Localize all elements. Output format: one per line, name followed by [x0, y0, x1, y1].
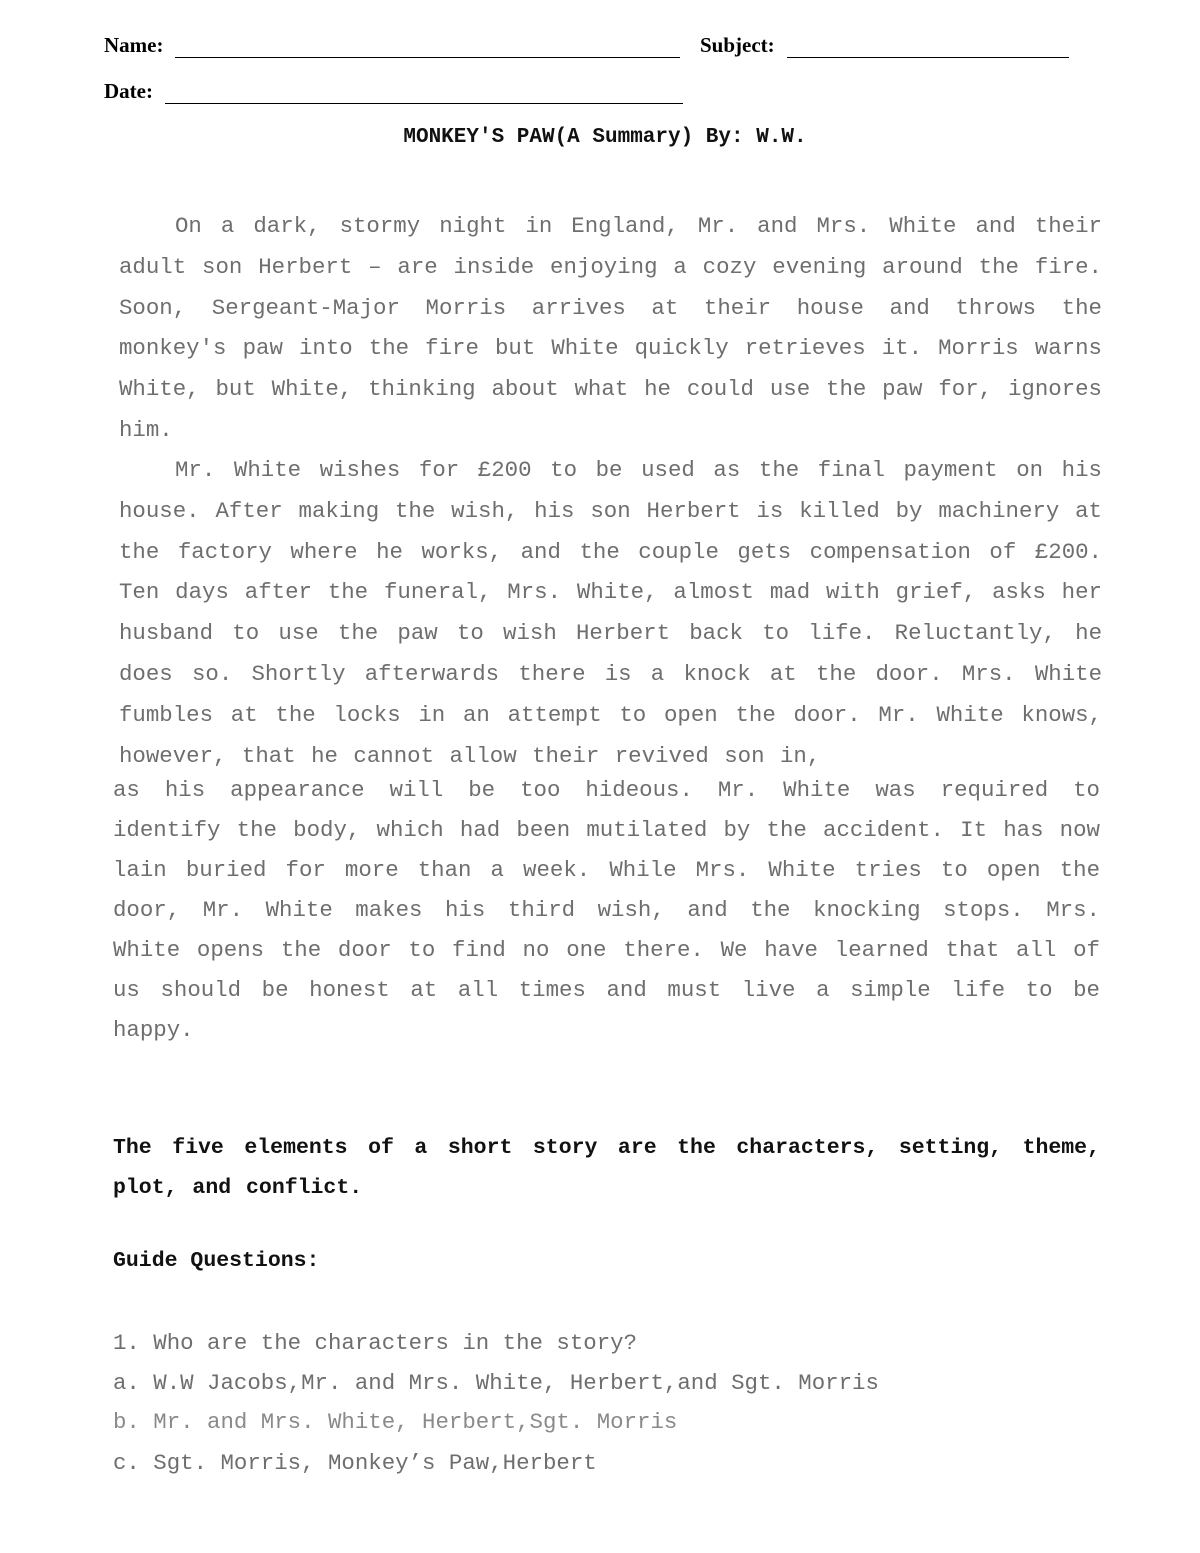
- summary-paragraph-2: Mr. White wishes for £200 to be used as the final payment on his house. After making the wish, his son Herbert is killed by machinery at the factory where he works, and the couple gets compensation of £200. Ten days after the funeral, Mrs. White, almost mad with grief, asks her husband to use the paw to wish Herbert back to life. Reluctantly, he does so. Shortly afterwards there is a knock at the door. Mrs. White fumbles at the locks in an attempt to open the door. Mr. White knows, however, that he cannot allow their revived son in,: [119, 457, 1102, 769]
- name-blank-line[interactable]: [175, 37, 680, 58]
- story-elements-statement: The five elements of a short story are the characters, setting, theme, plot, and conflict.: [113, 1136, 1100, 1200]
- answer-option-a: a. W.W Jacobs,Mr. and Mrs. White, Herbert,and Sgt. Morris: [113, 1370, 879, 1396]
- date-label: Date:: [104, 79, 153, 103]
- date-field[interactable]: [104, 79, 683, 104]
- guide-questions-heading: Guide Questions:: [113, 1249, 320, 1273]
- question-1: 1. Who are the characters in the story?: [113, 1330, 638, 1356]
- name-field[interactable]: [104, 33, 680, 58]
- date-blank-line[interactable]: [165, 83, 683, 104]
- answer-option-c: c. Sgt. Morris, Monkey’s Paw,Herbert: [113, 1450, 597, 1476]
- summary-paragraph-1: On a dark, stormy night in England, Mr. and Mrs. White and their adult son Herbert – are inside enjoying a cozy evening around the fire. Soon, Sergeant-Major Morris arrives at their house and throws the monkey's paw into the fire but White quickly retrieves it. Morris warns White, but White, thinking about what he could use the paw for, ignores him.: [119, 213, 1102, 443]
- page-title: MONKEY'S PAW(A Summary) By: W.W.: [403, 126, 807, 149]
- name-label: Name:: [104, 33, 164, 57]
- subject-field[interactable]: [700, 33, 1069, 58]
- answer-option-b: b. Mr. and Mrs. White, Herbert,Sgt. Morris: [113, 1409, 678, 1435]
- summary-paragraph-3: as his appearance will be too hideous. Mr. White was required to identify the body, which had been mutilated by the accident. It has now lain buried for more than a week. While Mrs. White tries to open the door, Mr. White makes his third wish, and the knocking stops. Mrs. White opens the door to find no one there. We have learned that all of us should be honest at all times and must live a simple life to be happy.: [113, 777, 1100, 1043]
- subject-label: Subject:: [700, 33, 775, 57]
- subject-blank-line[interactable]: [787, 37, 1069, 58]
